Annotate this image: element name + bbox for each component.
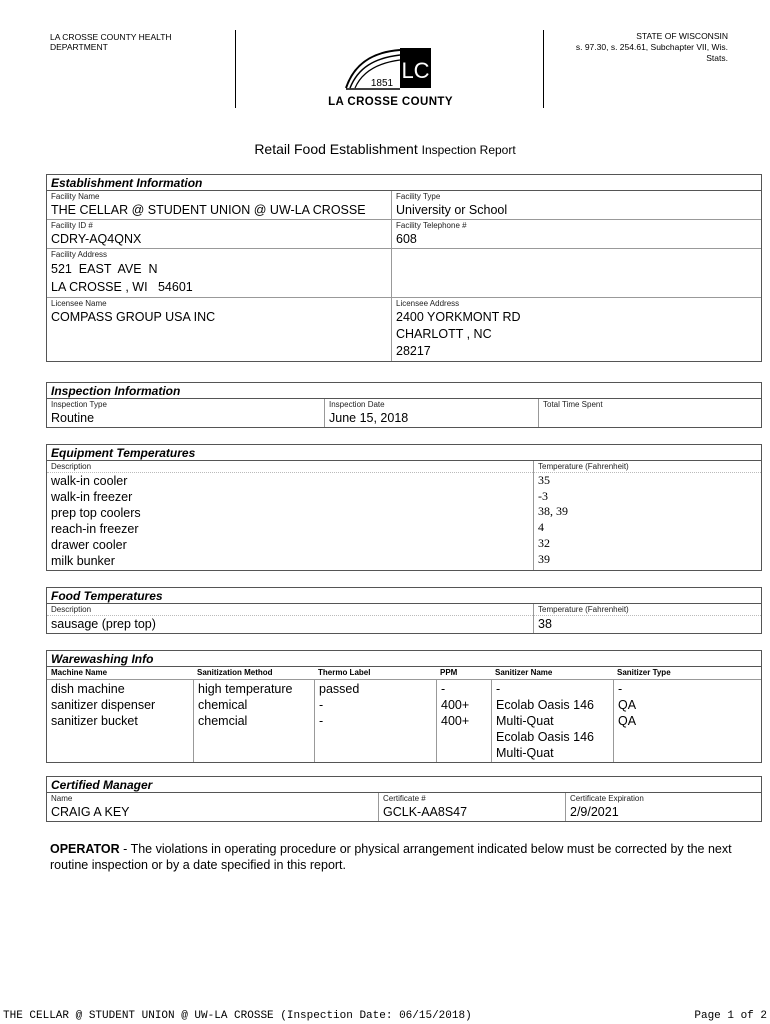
sanitizer-type: QA: [618, 714, 637, 728]
report-title-main: Retail Food Establishment: [254, 141, 418, 157]
sanitizer-name: Ecolab Oasis 146: [496, 730, 594, 744]
certificate-expiration: 2/9/2021: [570, 805, 619, 819]
thermo-label: -: [319, 698, 324, 712]
thermo-label: -: [319, 714, 324, 728]
equipment-desc: walk-in cooler: [51, 474, 128, 488]
equipment-section: [46, 444, 762, 571]
inspection-title: Inspection Information: [47, 383, 761, 399]
machine-name-column: [47, 680, 193, 762]
facility-type-label: Facility Type: [396, 192, 441, 201]
report-title: [0, 141, 770, 157]
equipment-temp: 32: [538, 535, 550, 550]
county-logo-mark: [344, 46, 432, 90]
sanitization-method-column: [193, 680, 314, 762]
equipment-desc: reach-in freezer: [51, 522, 139, 536]
header-divider-left: [235, 30, 236, 108]
department-line-1: LA CROSSE COUNTY HEALTH: [50, 32, 172, 42]
machine-name: sanitizer dispenser: [51, 698, 156, 712]
food-section: [46, 587, 762, 634]
facility-name: THE CELLAR @ STUDENT UNION @ UW-LA CROSSE: [51, 203, 366, 217]
manager-section: [46, 776, 762, 822]
page-number: Page 1 of 2: [694, 1010, 767, 1022]
sanitizer-name: Ecolab Oasis 146: [496, 698, 594, 712]
inspection-type-label: Inspection Type: [51, 400, 107, 409]
total-time-label: Total Time Spent: [543, 400, 603, 409]
report-title-sub: Inspection Report: [421, 143, 516, 157]
certificate-label: Certificate #: [383, 794, 426, 803]
operator-text: - The violations in operating procedure or physical arrangement indicated below must be corrected by the next routine inspection or by a date specified in this report.: [50, 842, 732, 872]
sanitizer-type: -: [618, 682, 623, 696]
equipment-desc: walk-in freezer: [51, 490, 133, 504]
equipment-temp: -3: [538, 488, 548, 503]
manager-name-label: Name: [51, 794, 73, 803]
food-temp-label: Temperature (Fahrenheit): [534, 605, 761, 616]
ppm: 400+: [441, 698, 470, 712]
food-title: Food Temperatures: [47, 588, 761, 604]
equipment-temp: 35: [538, 473, 550, 487]
col-machine-name: Machine Name: [51, 668, 108, 677]
inspection-date-label: Inspection Date: [329, 400, 385, 409]
equipment-temp: 39: [538, 551, 550, 566]
state-line-1: STATE OF WISCONSIN: [636, 31, 728, 41]
equipment-desc-label: Description: [47, 462, 533, 473]
sanitizer-type: QA: [618, 698, 637, 712]
ppm: -: [441, 682, 446, 696]
inspection-date: June 15, 2018: [329, 411, 409, 425]
equipment-desc-list: [51, 473, 529, 569]
department-header: [50, 32, 172, 52]
logo-year: 1851: [370, 78, 394, 89]
col-sanitization-method: Sanitization Method: [197, 668, 273, 677]
facility-phone-label: Facility Telephone #: [396, 221, 467, 230]
sanitization-method: chemical: [198, 698, 248, 712]
machine-name: sanitizer bucket: [51, 714, 138, 728]
sanitization-method: high temperature: [198, 682, 293, 696]
food-desc-label: Description: [47, 605, 533, 616]
department-line-2: DEPARTMENT: [50, 42, 108, 52]
operator-label: OPERATOR: [50, 842, 120, 856]
manager-title: Certified Manager: [47, 777, 761, 793]
facility-id: CDRY-AQ4QNX: [51, 232, 142, 246]
facility-address-line-1: 521 EAST AVE N: [51, 262, 158, 276]
licensee-address-line-3: 28217: [396, 344, 431, 358]
facility-address-line-2: LA CROSSE , WI 54601: [51, 280, 193, 294]
state-header: [538, 31, 728, 64]
equipment-temp: 38, 39: [538, 504, 568, 519]
machine-name: dish machine: [51, 682, 125, 696]
col-sanitizer-type: Sanitizer Type: [617, 668, 671, 677]
facility-phone: 608: [396, 232, 417, 246]
licensee-address-line-2: CHARLOTT , NC: [396, 327, 492, 341]
thermo-label-column: [314, 680, 436, 762]
equipment-desc: drawer cooler: [51, 538, 127, 552]
inspection-type: Routine: [51, 411, 95, 425]
sanitizer-type-column: [613, 680, 761, 762]
county-logo: [318, 44, 463, 114]
ppm-column: [436, 680, 491, 762]
manager-name: CRAIG A KEY: [51, 805, 130, 819]
equipment-temp-label: Temperature (Fahrenheit): [534, 462, 761, 473]
facility-name-label: Facility Name: [51, 192, 100, 201]
warewashing-title: Warewashing Info: [47, 651, 761, 667]
facility-address-label: Facility Address: [51, 250, 108, 259]
food-temp: 38: [538, 617, 552, 631]
sanitizer-name: Multi-Quat: [496, 714, 554, 728]
thermo-label: passed: [319, 682, 360, 696]
col-thermo-label: Thermo Label: [318, 668, 371, 677]
licensee-address-label: Licensee Address: [396, 299, 460, 308]
sanitizer-name: -: [496, 682, 501, 696]
sanitization-method: chemcial: [198, 714, 248, 728]
certificate-expiration-label: Certificate Expiration: [570, 794, 644, 803]
facility-type: University or School: [396, 203, 508, 217]
licensee-name-label: Licensee Name: [51, 299, 107, 308]
logo-letters: LC: [401, 58, 430, 83]
footer-facility-date: THE CELLAR @ STUDENT UNION @ UW-LA CROSSE (Inspection Date: 06/15/2018): [3, 1010, 472, 1022]
establishment-section: [46, 174, 762, 362]
facility-id-label: Facility ID #: [51, 221, 93, 230]
licensee-name: COMPASS GROUP USA INC: [51, 310, 216, 324]
col-ppm: PPM: [440, 668, 458, 677]
ppm: 400+: [441, 714, 470, 728]
equipment-temp: 4: [538, 520, 544, 535]
inspection-section: [46, 382, 762, 428]
state-line-2: s. 97.30, s. 254.61, Subchapter VII, Wis.: [575, 42, 728, 52]
licensee-address-line-1: 2400 YORKMONT RD: [396, 310, 521, 324]
state-line-3: Stats.: [706, 53, 728, 63]
equipment-temp-list: [538, 473, 757, 567]
col-sanitizer-name: Sanitizer Name: [495, 668, 553, 677]
equipment-title: Equipment Temperatures: [47, 445, 761, 461]
sanitizer-name-column: [491, 680, 613, 762]
equipment-desc: milk bunker: [51, 554, 115, 568]
establishment-title: Establishment Information: [47, 175, 761, 191]
certificate-number: GCLK-AA8S47: [383, 805, 468, 819]
warewashing-section: [46, 650, 762, 763]
sanitizer-name: Multi-Quat: [496, 746, 554, 760]
food-desc: sausage (prep top): [51, 617, 156, 631]
county-name: LA CROSSE COUNTY: [328, 96, 453, 108]
equipment-desc: prep top coolers: [51, 506, 141, 520]
operator-notice: [50, 841, 740, 873]
